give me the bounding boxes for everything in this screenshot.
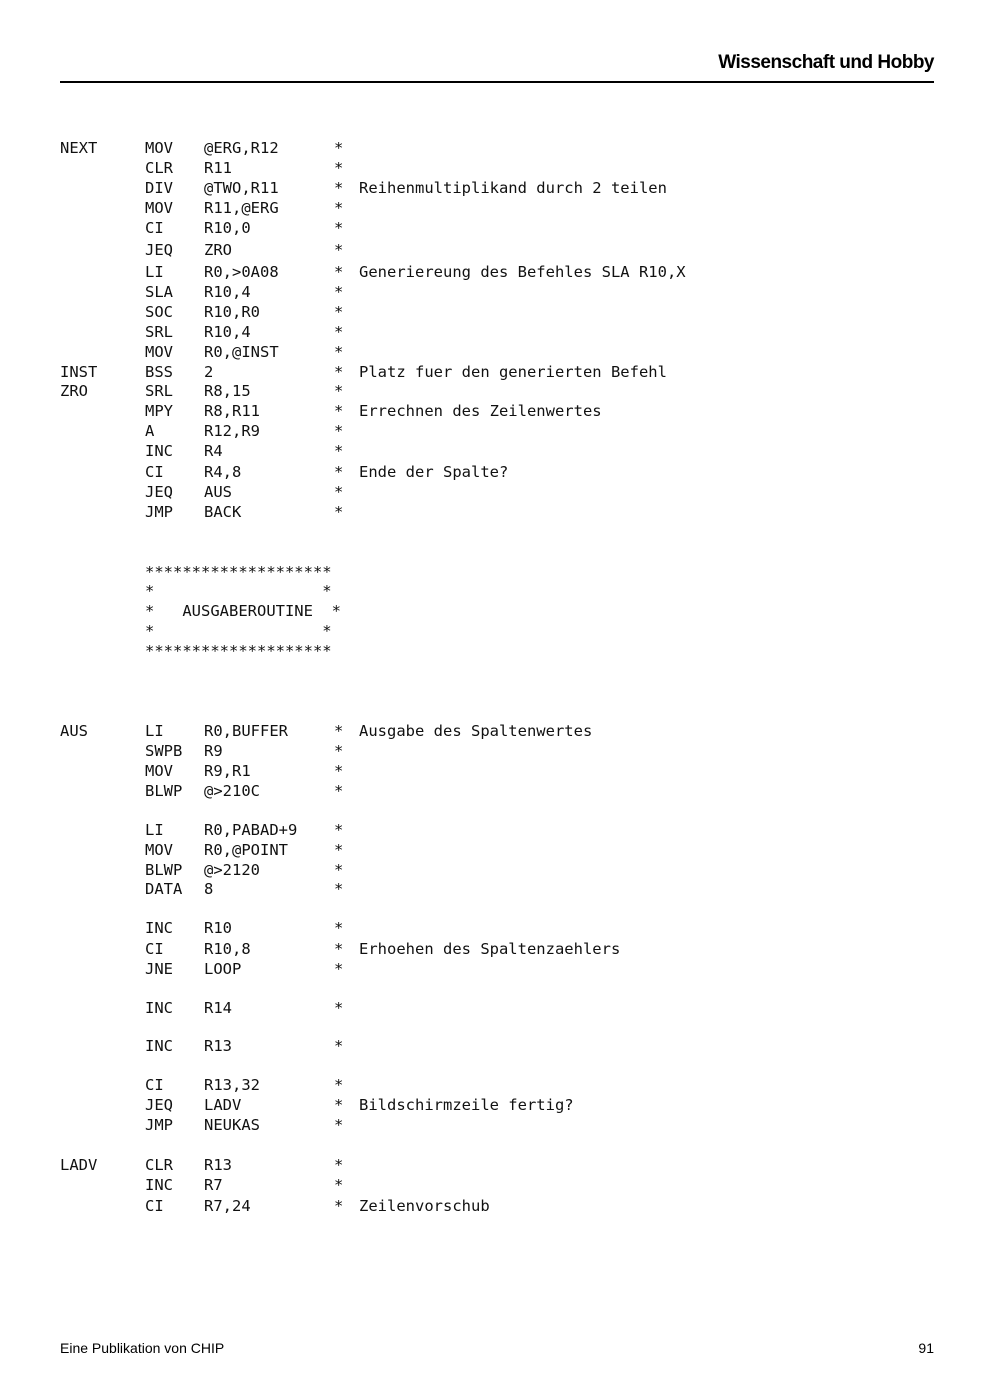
code-comment-marker: *: [334, 960, 344, 978]
code-opcode: BLWP: [145, 861, 183, 879]
code-comment-marker: *: [334, 139, 344, 157]
code-comment-marker: *: [334, 179, 344, 197]
code-opcode: CLR: [145, 159, 173, 177]
code-opcode: JMP: [145, 1116, 173, 1134]
code-opcode: CI: [145, 463, 164, 481]
code-label: ZRO: [60, 382, 88, 400]
code-operand: R7: [204, 1176, 223, 1194]
code-comment-marker: *: [334, 722, 344, 740]
code-operand: LADV: [204, 1096, 242, 1114]
code-opcode: JNE: [145, 960, 173, 978]
code-operand: NEUKAS: [204, 1116, 260, 1134]
code-opcode: LI: [145, 722, 164, 740]
code-comment-marker: *: [334, 463, 344, 481]
code-opcode: MOV: [145, 762, 173, 780]
code-opcode: SOC: [145, 303, 173, 321]
code-opcode: SRL: [145, 323, 173, 341]
code-comment-marker: *: [334, 841, 344, 859]
code-comment-marker: *: [334, 1176, 344, 1194]
code-opcode: CI: [145, 1076, 164, 1094]
code-operand: 8: [204, 880, 214, 898]
code-opcode: BSS: [145, 363, 173, 381]
code-comment-marker: *: [334, 159, 344, 177]
code-comment-marker: *: [334, 199, 344, 217]
code-comment-marker: *: [334, 880, 344, 898]
code-opcode: JMP: [145, 503, 173, 521]
code-opcode: CI: [145, 940, 164, 958]
code-operand: R12,R9: [204, 422, 260, 440]
code-opcode: LI: [145, 263, 164, 281]
code-comment-marker: *: [334, 241, 344, 259]
code-comment: Bildschirmzeile fertig?: [359, 1096, 574, 1114]
code-operand: @>210C: [204, 782, 260, 800]
code-operand: R0,@INST: [204, 343, 279, 361]
code-comment-marker: *: [334, 323, 344, 341]
code-comment-marker: *: [334, 1197, 344, 1215]
code-comment: Platz fuer den generierten Befehl: [359, 363, 667, 381]
code-comment: Generiereung des Befehles SLA R10,X: [359, 263, 686, 281]
code-comment-marker: *: [334, 363, 344, 381]
code-opcode: SLA: [145, 283, 173, 301]
code-operand: R13: [204, 1037, 232, 1055]
code-comment-marker: *: [334, 503, 344, 521]
code-opcode: BLWP: [145, 782, 183, 800]
code-opcode: CI: [145, 219, 164, 237]
code-operand: R0,@POINT: [204, 841, 288, 859]
section-title: Wissenschaft und Hobby: [718, 52, 934, 73]
code-operand: R9: [204, 742, 223, 760]
code-comment-marker: *: [334, 742, 344, 760]
code-opcode: JEQ: [145, 483, 173, 501]
code-operand: R7,24: [204, 1197, 251, 1215]
code-opcode: MOV: [145, 139, 173, 157]
code-comment-marker: *: [334, 382, 344, 400]
code-opcode: JEQ: [145, 1096, 173, 1114]
code-operand: R10,8: [204, 940, 251, 958]
code-operand: R10,R0: [204, 303, 260, 321]
publication-note: Eine Publikation von CHIP: [60, 1340, 225, 1356]
code-operand: R8,R11: [204, 402, 260, 420]
code-comment: Reihenmultiplikand durch 2 teilen: [359, 179, 667, 197]
code-opcode: MPY: [145, 402, 173, 420]
code-comment-marker: *: [334, 762, 344, 780]
code-comment: Erhoehen des Spaltenzaehlers: [359, 940, 621, 958]
code-comment-marker: *: [334, 1096, 344, 1114]
code-opcode: SWPB: [145, 742, 183, 760]
code-comment-marker: *: [334, 1156, 344, 1174]
code-comment-marker: *: [334, 402, 344, 420]
code-comment: Errechnen des Zeilenwertes: [359, 402, 602, 420]
banner-line: ********************: [145, 563, 332, 581]
code-operand: R10,4: [204, 323, 251, 341]
code-operand: BACK: [204, 503, 242, 521]
code-comment-marker: *: [334, 821, 344, 839]
code-opcode: MOV: [145, 199, 173, 217]
code-comment-marker: *: [334, 1037, 344, 1055]
code-operand: R13,32: [204, 1076, 260, 1094]
code-opcode: CLR: [145, 1156, 173, 1174]
code-opcode: LI: [145, 821, 164, 839]
code-operand: R10: [204, 919, 232, 937]
code-comment: Ende der Spalte?: [359, 463, 509, 481]
code-opcode: JEQ: [145, 241, 173, 259]
banner-line: * *: [145, 622, 332, 640]
code-operand: @TWO,R11: [204, 179, 279, 197]
code-opcode: DIV: [145, 179, 173, 197]
code-comment-marker: *: [334, 343, 344, 361]
code-operand: @>2120: [204, 861, 260, 879]
code-operand: R10,0: [204, 219, 251, 237]
code-comment-marker: *: [334, 999, 344, 1017]
header-rule: [60, 81, 934, 83]
code-operand: ZRO: [204, 241, 232, 259]
code-opcode: DATA: [145, 880, 183, 898]
code-opcode: INC: [145, 1176, 173, 1194]
code-opcode: MOV: [145, 841, 173, 859]
code-operand: R9,R1: [204, 762, 251, 780]
code-opcode: MOV: [145, 343, 173, 361]
code-label: INST: [60, 363, 98, 381]
code-operand: R13: [204, 1156, 232, 1174]
code-opcode: A: [145, 422, 155, 440]
code-comment-marker: *: [334, 782, 344, 800]
code-comment-marker: *: [334, 219, 344, 237]
code-operand: R10,4: [204, 283, 251, 301]
code-label: LADV: [60, 1156, 98, 1174]
code-comment-marker: *: [334, 263, 344, 281]
code-operand: 2: [204, 363, 214, 381]
code-operand: @ERG,R12: [204, 139, 279, 157]
code-comment-marker: *: [334, 483, 344, 501]
banner-line: * *: [145, 582, 332, 600]
code-operand: R8,15: [204, 382, 251, 400]
code-comment-marker: *: [334, 861, 344, 879]
code-opcode: CI: [145, 1197, 164, 1215]
page-number: 91: [918, 1340, 934, 1356]
code-comment-marker: *: [334, 1116, 344, 1134]
code-comment-marker: *: [334, 919, 344, 937]
code-operand: R14: [204, 999, 232, 1017]
code-opcode: INC: [145, 1037, 173, 1055]
code-comment-marker: *: [334, 1076, 344, 1094]
code-operand: R0,PABAD+9: [204, 821, 298, 839]
code-operand: R11,@ERG: [204, 199, 279, 217]
code-operand: R0,BUFFER: [204, 722, 288, 740]
code-label: AUS: [60, 722, 88, 740]
code-operand: R4,8: [204, 463, 242, 481]
code-comment: Ausgabe des Spaltenwertes: [359, 722, 593, 740]
code-comment-marker: *: [334, 303, 344, 321]
code-comment-marker: *: [334, 940, 344, 958]
code-opcode: SRL: [145, 382, 173, 400]
code-label: NEXT: [60, 139, 98, 157]
code-comment: Zeilenvorschub: [359, 1197, 490, 1215]
code-operand: R0,>0A08: [204, 263, 279, 281]
code-operand: R11: [204, 159, 232, 177]
code-comment-marker: *: [334, 442, 344, 460]
code-opcode: INC: [145, 999, 173, 1017]
code-operand: LOOP: [204, 960, 242, 978]
banner-line: * AUSGABEROUTINE *: [145, 602, 341, 620]
banner-line: ********************: [145, 642, 332, 660]
code-comment-marker: *: [334, 283, 344, 301]
code-opcode: INC: [145, 442, 173, 460]
code-comment-marker: *: [334, 422, 344, 440]
code-operand: R4: [204, 442, 223, 460]
code-operand: AUS: [204, 483, 232, 501]
code-opcode: INC: [145, 919, 173, 937]
